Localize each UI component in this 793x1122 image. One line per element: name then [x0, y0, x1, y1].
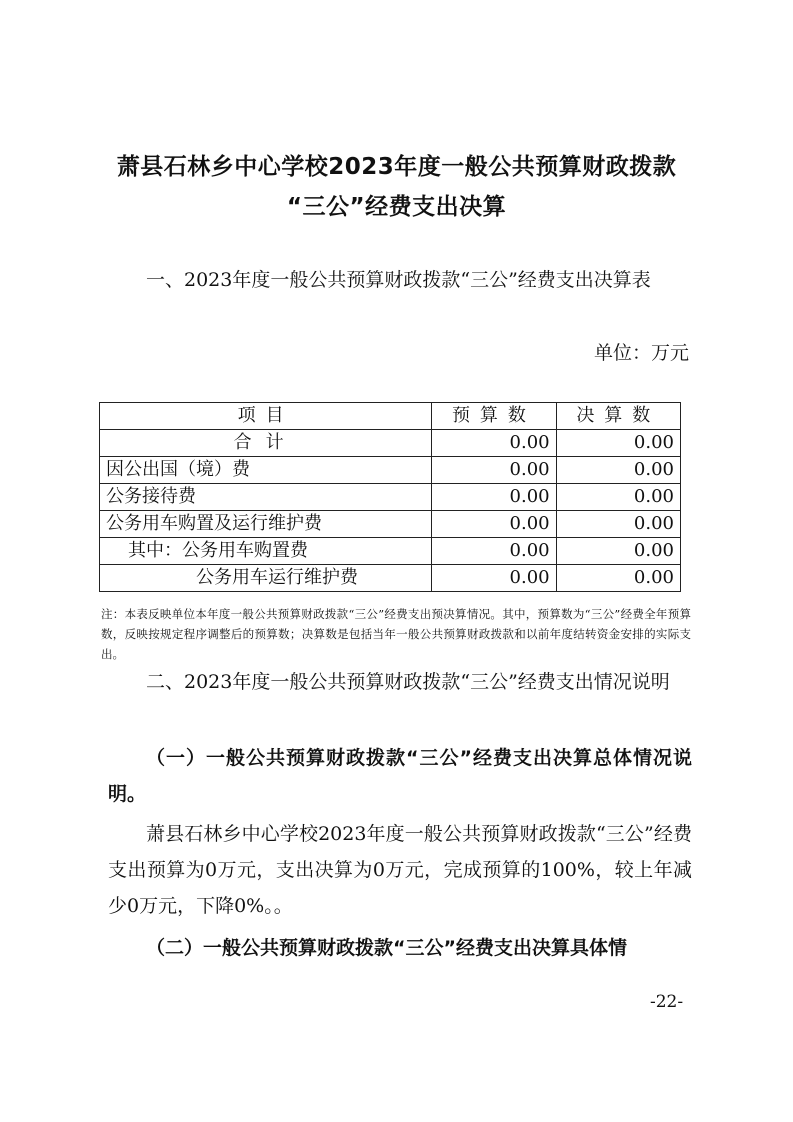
row-final: 0.00: [556, 430, 680, 457]
row-final: 0.00: [556, 565, 680, 592]
subsection2-heading: （二）一般公共预算财政拨款“三公”经费支出决算具体情: [146, 937, 627, 959]
header-item: 项目: [100, 403, 432, 430]
expenditure-table: [99, 402, 681, 592]
row-final: 0.00: [556, 538, 680, 565]
table-header-row: [100, 403, 681, 430]
table-row: [100, 565, 681, 592]
row-item: 公务用车运行维护费: [100, 565, 432, 592]
row-budget: 0.00: [432, 511, 556, 538]
row-final: 0.00: [556, 484, 680, 511]
row-item: 因公出国（境）费: [100, 457, 432, 484]
row-budget: 0.00: [432, 538, 556, 565]
table-row: [100, 511, 681, 538]
row-budget: 0.00: [432, 430, 556, 457]
document-title-line2: “三公”经费支出决算: [286, 194, 507, 220]
document-title-line1: 萧县石林乡中心学校2023年度一般公共预算财政拨款: [116, 154, 677, 180]
unit-label: 单位：万元: [593, 342, 689, 364]
row-item: 其中：公务用车购置费: [100, 538, 432, 565]
section2-heading: 二、2023年度一般公共预算财政拨款“三公”经费支出情况说明: [146, 671, 670, 693]
row-item: 合计: [100, 430, 432, 457]
table-note: 注：本表反映单位本年度一般公共预算财政拨款“三公”经费支出预决算情况。其中，预算数为“三公”经费全年预算数，反映按规定程序调整后的预算数；决算数是包括当年一般公共预算财政拨款和以前年度结转资金安排的实际支出。: [101, 607, 691, 661]
row-budget: 0.00: [432, 484, 556, 511]
table-row: [100, 457, 681, 484]
table-row: [100, 484, 681, 511]
row-budget: 0.00: [432, 457, 556, 484]
page-number: -22-: [650, 992, 684, 1012]
row-item: 公务接待费: [100, 484, 432, 511]
table-row: [100, 430, 681, 457]
subsection1-heading: （一）一般公共预算财政拨款“三公”经费支出决算总体情况说明。: [108, 747, 692, 805]
row-final: 0.00: [556, 457, 680, 484]
table-row: [100, 538, 681, 565]
header-budget: 预算数: [432, 403, 556, 430]
row-budget: 0.00: [432, 565, 556, 592]
header-final: 决算数: [556, 403, 680, 430]
section1-heading: 一、2023年度一般公共预算财政拨款“三公”经费支出决算表: [146, 269, 651, 291]
body-paragraph: 萧县石林乡中心学校2023年度一般公共预算财政拨款“三公”经费支出预算为0万元，支出决算为0万元，完成预算的100%，较上年减少0万元，下降0%。。: [108, 823, 692, 917]
row-final: 0.00: [556, 511, 680, 538]
row-item: 公务用车购置及运行维护费: [100, 511, 432, 538]
